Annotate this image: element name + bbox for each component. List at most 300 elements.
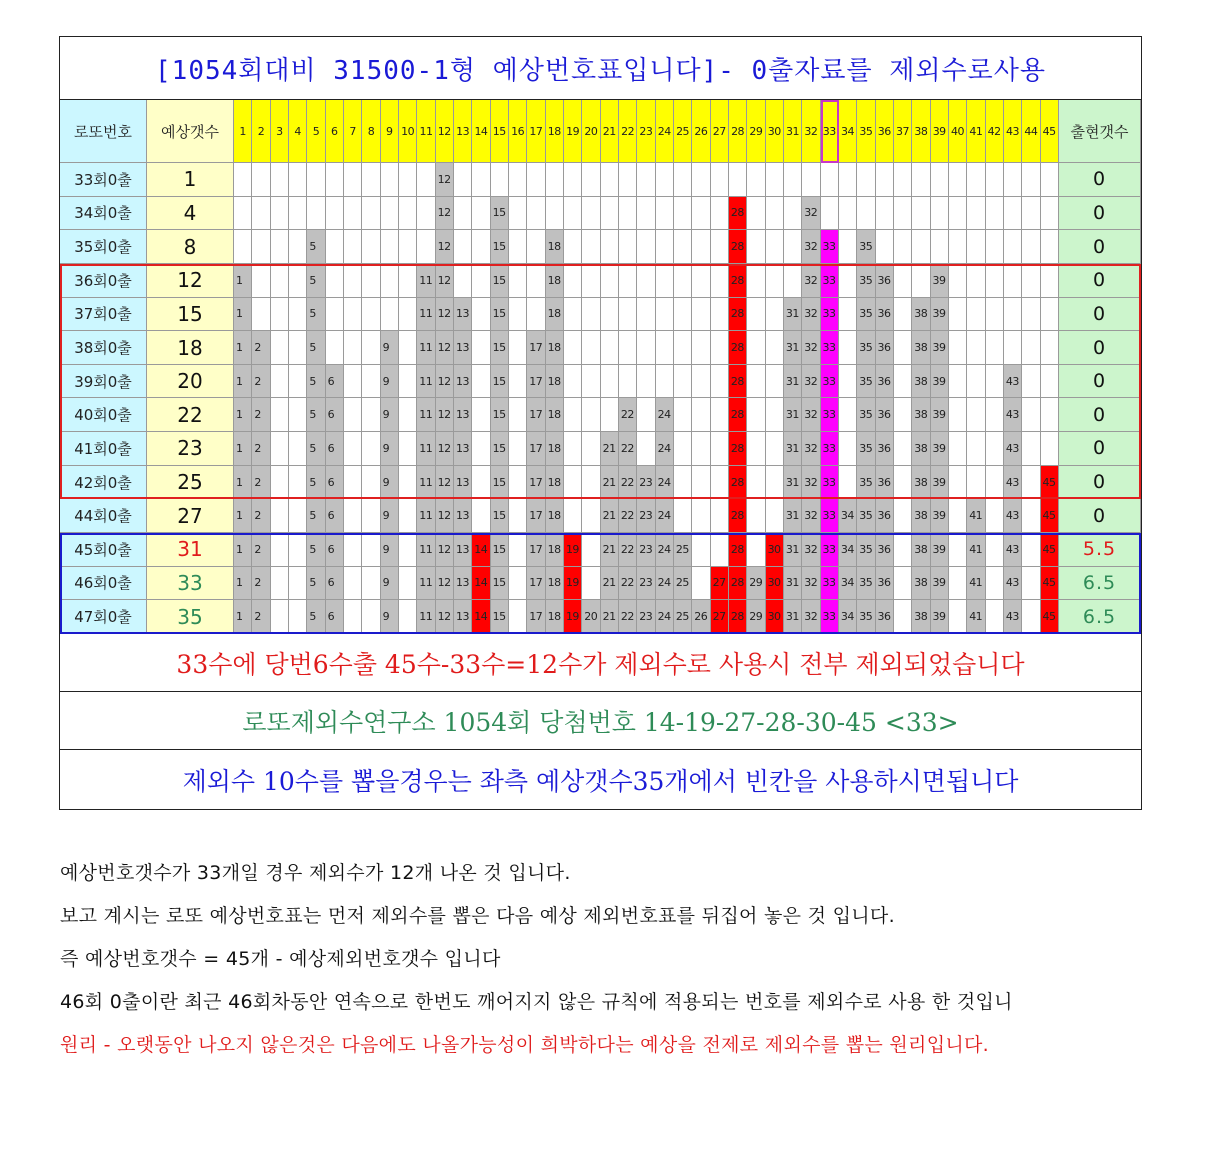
number-cell [637,365,655,399]
number-cell: 31 [784,533,802,567]
number-cell [509,197,527,231]
usage-tip: 제외수 10수를 뽑을경우는 좌측 예상갯수35개에서 빈칸을 사용하시면됩니다 [182,766,1019,796]
number-cell: 38 [912,365,930,399]
row-label: 39회0출 [60,365,147,399]
row-count: 27 [147,499,234,533]
number-cell: 36 [876,533,894,567]
number-header: 14 [472,100,490,163]
number-cell [674,230,692,264]
number-cell: 5 [307,600,325,634]
number-cell [894,600,912,634]
number-cell: 22 [619,499,637,533]
number-cell [876,197,894,231]
number-cell [601,398,619,432]
number-cell [986,432,1004,466]
number-cell [472,230,490,264]
number-cell [747,264,765,298]
number-cell: 24 [656,533,674,567]
number-cell [857,197,875,231]
number-cell [271,499,289,533]
number-cell: 9 [381,466,399,500]
number-cell [692,163,710,197]
number-cell [839,398,857,432]
number-cell [271,567,289,601]
number-cell [747,298,765,332]
number-cell: 29 [747,600,765,634]
number-cell [784,230,802,264]
number-cell [894,197,912,231]
number-cell [601,264,619,298]
number-header: 38 [912,100,930,163]
number-cell: 28 [729,432,747,466]
number-cell [307,163,325,197]
number-cell: 24 [656,466,674,500]
number-cell: 6 [326,365,344,399]
number-header: 24 [656,100,674,163]
number-cell [766,432,784,466]
number-cell: 23 [637,533,655,567]
number-cell: 13 [454,365,472,399]
number-cell [509,298,527,332]
number-cell: 2 [252,567,270,601]
number-cell [692,567,710,601]
number-cell: 28 [729,600,747,634]
number-cell [711,331,729,365]
number-cell [582,466,600,500]
number-cell [472,264,490,298]
number-cell [564,499,582,533]
number-cell: 15 [491,331,509,365]
number-cell [509,398,527,432]
number-cell [912,197,930,231]
number-cell [986,499,1004,533]
number-cell: 32 [802,398,820,432]
number-header: 34 [839,100,857,163]
number-cell [344,298,362,332]
row-count: 33 [147,567,234,601]
number-cell [399,197,417,231]
number-cell: 22 [619,567,637,601]
number-cell: 31 [784,466,802,500]
number-cell [289,466,307,500]
number-cell [381,230,399,264]
number-cell [289,230,307,264]
number-cell [1022,197,1040,231]
number-cell: 12 [436,264,454,298]
number-cell [949,600,967,634]
number-cell [619,298,637,332]
number-cell: 12 [436,230,454,264]
number-cell [894,398,912,432]
number-cell [271,365,289,399]
column-header-out: 출현갯수 [1059,100,1141,163]
row-out-count: 0 [1059,432,1141,466]
number-cell [509,567,527,601]
row-count: 25 [147,466,234,500]
number-cell: 41 [967,600,985,634]
number-cell: 9 [381,432,399,466]
note-line: 보고 계시는 로또 예상번호표는 먼저 제외수를 뽑은 다음 예상 제외번호표를 뒤집어 놓은 것 입니다. [60,905,895,927]
number-header: 8 [362,100,380,163]
number-cell [967,398,985,432]
number-header: 42 [986,100,1004,163]
number-cell: 33 [821,264,839,298]
row-label: 34회0출 [60,197,147,231]
number-cell [949,298,967,332]
number-cell [674,432,692,466]
number-cell [344,197,362,231]
number-header: 11 [417,100,435,163]
number-cell: 12 [436,163,454,197]
number-cell [454,264,472,298]
number-cell [692,499,710,533]
number-cell [472,331,490,365]
number-cell [399,331,417,365]
row-count: 1 [147,163,234,197]
number-cell [839,264,857,298]
number-cell: 31 [784,298,802,332]
number-cell: 12 [436,600,454,634]
number-cell: 24 [656,432,674,466]
number-cell: 35 [857,398,875,432]
number-cell [692,466,710,500]
number-cell: 33 [821,398,839,432]
number-cell: 17 [527,499,545,533]
note-line: 즉 예상번호갯수 = 45개 - 예상제외번호갯수 입니다 [60,948,501,970]
number-cell [692,331,710,365]
number-cell [582,499,600,533]
number-cell: 5 [307,533,325,567]
sheet-title: [1054회대비 31500-1형 예상번호표입니다]- 0출자료를 제외수로사용 [60,37,1141,100]
number-cell [582,365,600,399]
number-cell [949,331,967,365]
number-cell [252,298,270,332]
number-cell: 18 [546,466,564,500]
number-cell: 12 [436,499,454,533]
note-line: 예상번호갯수가 33개일 경우 제외수가 12개 나온 것 입니다. [60,862,571,884]
number-header: 15 [491,100,509,163]
number-cell: 33 [821,365,839,399]
number-cell: 26 [692,600,710,634]
row-label: 35회0출 [60,230,147,264]
number-cell [1004,298,1022,332]
number-header: 6 [326,100,344,163]
number-cell: 18 [546,331,564,365]
number-cell [472,197,490,231]
number-cell [289,499,307,533]
number-cell: 45 [1041,533,1059,567]
number-cell [747,533,765,567]
number-cell: 20 [582,600,600,634]
number-cell [894,432,912,466]
number-cell: 36 [876,567,894,601]
number-cell [949,432,967,466]
number-cell [546,163,564,197]
winning-numbers: 로또제외수연구소 1054회 당첨번호 14-19-27-28-30-45 <33> [60,692,1141,750]
number-cell [949,499,967,533]
number-cell [784,163,802,197]
number-cell: 15 [491,365,509,399]
number-cell: 32 [802,365,820,399]
number-cell [271,466,289,500]
number-cell: 12 [436,398,454,432]
number-cell [1041,398,1059,432]
number-cell: 21 [601,533,619,567]
number-cell [362,331,380,365]
number-cell [472,432,490,466]
number-cell [619,365,637,399]
number-cell: 22 [619,533,637,567]
number-cell: 33 [821,230,839,264]
number-cell: 12 [436,567,454,601]
number-cell [509,365,527,399]
number-cell [399,365,417,399]
number-cell [711,432,729,466]
number-header: 4 [289,100,307,163]
number-cell [1041,365,1059,399]
number-cell: 9 [381,499,399,533]
number-cell: 25 [674,600,692,634]
number-cell [1022,432,1040,466]
number-header: 37 [894,100,912,163]
number-cell [399,600,417,634]
number-cell [582,567,600,601]
number-cell [637,432,655,466]
number-header: 39 [931,100,949,163]
number-cell [1004,264,1022,298]
number-cell: 17 [527,398,545,432]
number-cell [271,432,289,466]
number-cell [1022,567,1040,601]
number-cell: 6 [326,499,344,533]
number-cell [527,163,545,197]
number-cell [766,499,784,533]
number-cell [986,163,1004,197]
number-cell [527,230,545,264]
number-cell [986,365,1004,399]
number-cell [399,298,417,332]
number-cell [949,197,967,231]
number-cell [491,163,509,197]
number-header: 16 [509,100,527,163]
number-cell: 23 [637,600,655,634]
number-cell: 15 [491,197,509,231]
number-cell [344,163,362,197]
number-cell: 43 [1004,398,1022,432]
number-cell [894,499,912,533]
number-cell [509,600,527,634]
number-header: 31 [784,100,802,163]
number-cell [564,331,582,365]
number-cell [399,230,417,264]
number-cell: 5 [307,264,325,298]
number-cell [399,466,417,500]
number-cell [912,264,930,298]
number-cell: 18 [546,499,564,533]
number-header: 9 [381,100,399,163]
number-cell [949,533,967,567]
number-cell: 13 [454,533,472,567]
number-cell [894,365,912,399]
number-cell: 13 [454,398,472,432]
number-cell: 18 [546,567,564,601]
number-cell: 27 [711,567,729,601]
row-count: 31 [147,533,234,567]
number-cell: 6 [326,533,344,567]
number-cell [637,197,655,231]
number-header: 41 [967,100,985,163]
number-cell [766,163,784,197]
number-cell: 45 [1041,567,1059,601]
number-cell [1004,331,1022,365]
number-cell: 13 [454,600,472,634]
number-cell [271,230,289,264]
number-cell [986,230,1004,264]
number-cell [601,163,619,197]
number-cell [252,163,270,197]
number-cell [271,197,289,231]
number-cell: 13 [454,331,472,365]
row-label: 33회0출 [60,163,147,197]
number-cell: 6 [326,398,344,432]
row-out-count: 0 [1059,197,1141,231]
number-cell [1041,264,1059,298]
number-cell: 18 [546,264,564,298]
number-cell [912,230,930,264]
number-cell: 18 [546,432,564,466]
number-cell [747,398,765,432]
number-cell: 21 [601,499,619,533]
number-cell [509,264,527,298]
number-cell [1041,197,1059,231]
number-cell [1022,398,1040,432]
number-cell: 13 [454,567,472,601]
number-cell: 32 [802,466,820,500]
number-cell [894,264,912,298]
number-cell [564,298,582,332]
number-header: 26 [692,100,710,163]
number-cell: 45 [1041,600,1059,634]
number-cell: 31 [784,567,802,601]
number-cell: 39 [931,432,949,466]
number-cell [582,197,600,231]
number-cell: 1 [234,432,252,466]
number-cell: 11 [417,567,435,601]
number-cell [784,264,802,298]
number-cell: 36 [876,365,894,399]
number-cell [674,365,692,399]
number-cell: 39 [931,600,949,634]
number-cell: 15 [491,230,509,264]
number-cell [472,298,490,332]
number-cell [747,331,765,365]
number-cell: 15 [491,499,509,533]
number-cell: 22 [619,466,637,500]
number-header: 45 [1041,100,1059,163]
number-cell: 25 [674,533,692,567]
number-cell [619,331,637,365]
number-cell: 41 [967,567,985,601]
number-cell [472,499,490,533]
number-cell: 11 [417,533,435,567]
number-cell: 17 [527,533,545,567]
number-cell: 30 [766,600,784,634]
number-cell: 14 [472,533,490,567]
number-cell: 38 [912,466,930,500]
number-cell: 2 [252,499,270,533]
number-cell [362,365,380,399]
number-cell: 33 [821,298,839,332]
number-cell [344,331,362,365]
number-cell [894,533,912,567]
number-cell [729,163,747,197]
number-cell [381,197,399,231]
number-cell [766,264,784,298]
number-cell [711,533,729,567]
number-cell: 9 [381,365,399,399]
number-cell [1041,230,1059,264]
number-cell [362,398,380,432]
number-cell: 5 [307,499,325,533]
number-cell [509,230,527,264]
number-cell [509,499,527,533]
number-cell [967,365,985,399]
number-cell [472,163,490,197]
number-cell [766,365,784,399]
number-cell [601,365,619,399]
row-out-count: 0 [1059,499,1141,533]
number-cell: 2 [252,331,270,365]
number-cell: 9 [381,600,399,634]
row-count: 8 [147,230,234,264]
number-cell: 36 [876,432,894,466]
number-cell: 1 [234,600,252,634]
number-cell [326,264,344,298]
number-header: 19 [564,100,582,163]
number-cell [509,432,527,466]
number-cell: 27 [711,600,729,634]
number-cell [766,331,784,365]
number-cell [344,264,362,298]
row-out-count: 0 [1059,331,1141,365]
number-header: 13 [454,100,472,163]
number-cell: 28 [729,499,747,533]
number-cell [766,466,784,500]
number-cell: 33 [821,533,839,567]
number-cell: 17 [527,432,545,466]
row-count: 20 [147,365,234,399]
number-cell: 11 [417,600,435,634]
prediction-grid [60,100,1141,634]
number-cell [619,264,637,298]
number-cell: 15 [491,600,509,634]
row-count: 22 [147,398,234,432]
number-cell: 15 [491,432,509,466]
number-cell: 32 [802,600,820,634]
column-header-count: 예상갯수 [147,100,234,163]
number-cell: 28 [729,365,747,399]
number-cell [1022,230,1040,264]
number-cell [271,600,289,634]
row-label: 42회0출 [60,466,147,500]
number-cell: 11 [417,331,435,365]
number-cell: 35 [857,331,875,365]
number-cell: 12 [436,331,454,365]
number-cell [362,567,380,601]
note-line: 46회 0출이란 최근 46회차동안 연속으로 한번도 깨어지지 않은 규칙에 적용되는 번호를 제외수로 사용 한 것입니 [60,991,1013,1013]
number-cell [711,398,729,432]
number-cell [326,331,344,365]
